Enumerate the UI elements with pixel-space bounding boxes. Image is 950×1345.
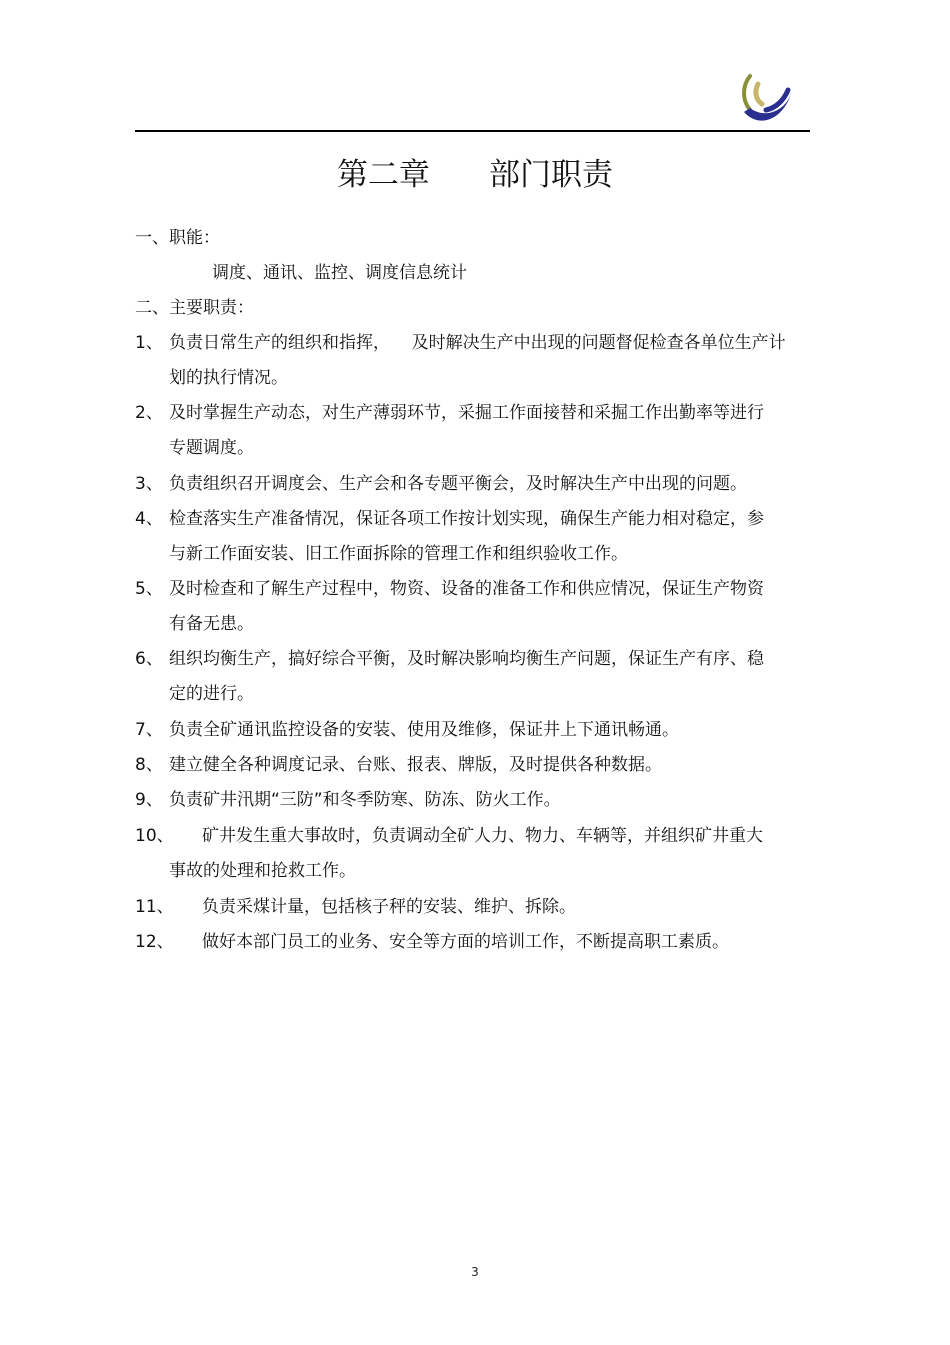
- item-text: 定的进行。: [169, 684, 254, 704]
- header-rule: [135, 130, 810, 132]
- item-number: 5、: [135, 579, 163, 599]
- item-text: 有备无患。: [169, 614, 254, 634]
- item-text: 建立健全各种调度记录、台账、报表、牌版，及时提供各种数据。: [169, 755, 662, 775]
- item-text: 与新工作面安装、旧工作面拆除的管理工作和组织验收工作。: [169, 544, 628, 564]
- item-number: 2、: [135, 403, 163, 423]
- item-number: 12、: [135, 932, 174, 952]
- item-text: 负责采煤计量，包括核子秤的安装、维护、拆除。: [202, 897, 576, 917]
- item-text: 组织均衡生产，搞好综合平衡，及时解决影响均衡生产问题，保证生产有序、稳: [169, 649, 764, 669]
- item-text: 事故的处理和抢救工作。: [169, 861, 356, 881]
- item-text: 矿井发生重大事故时，负责调动全矿人力、物力、车辆等，并组织矿井重大: [202, 826, 763, 846]
- item-text: 划的执行情况。: [169, 368, 288, 388]
- section-heading-duties: 二、主要职责：: [135, 298, 254, 318]
- item-number: 3、: [135, 474, 163, 494]
- item-text: 检查落实生产准备情况，保证各项工作按计划实现，确保生产能力相对稳定，参: [169, 509, 764, 529]
- item-text: 及时掌握生产动态，对生产薄弱环节，采掘工作面接替和采掘工作出勤率等进行: [169, 403, 764, 423]
- item-text: 负责全矿通讯监控设备的安装、使用及维修，保证井上下通讯畅通。: [169, 720, 679, 740]
- item-number: 10、: [135, 826, 174, 846]
- chapter-title: 第二章 部门职责: [336, 157, 614, 193]
- item-text: 做好本部门员工的业务、安全等方面的培训工作，不断提高职工素质。: [202, 932, 729, 952]
- section-heading-functions: 一、职能：: [135, 228, 220, 248]
- item-number: 7、: [135, 720, 163, 740]
- item-text: 及时检查和了解生产过程中，物资、设备的准备工作和供应情况，保证生产物资: [169, 579, 764, 599]
- item-number: 9、: [135, 790, 163, 810]
- item-text: 负责组织召开调度会、生产会和各专题平衡会，及时解决生产中出现的问题。: [169, 474, 747, 494]
- functions-content: 调度、通讯、监控、调度信息统计: [212, 263, 467, 283]
- item-text: 负责矿井汛期“三防”和冬季防寒、防冻、防火工作。: [169, 790, 561, 810]
- item-number: 1、: [135, 333, 163, 353]
- page-number: 3: [471, 1265, 479, 1279]
- item-number: 8、: [135, 755, 163, 775]
- item-number: 6、: [135, 649, 163, 669]
- item-number: 4、: [135, 509, 163, 529]
- company-logo-icon: [736, 70, 796, 128]
- item-text: 负责日常生产的组织和指挥， 及时解决生产中出现的问题督促检查各单位生产计: [169, 333, 786, 353]
- item-number: 11、: [135, 897, 174, 917]
- item-text: 专题调度。: [169, 438, 254, 458]
